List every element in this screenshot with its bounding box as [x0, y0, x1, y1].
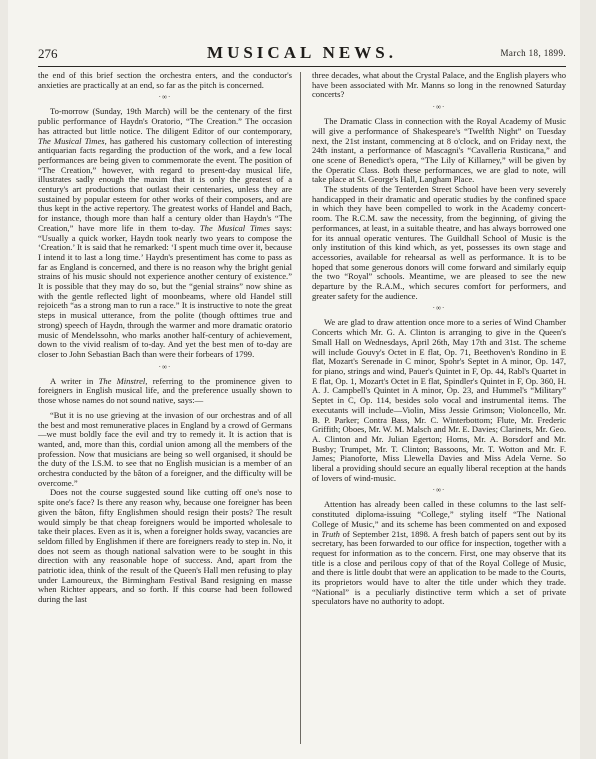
article-paragraph: the end of this brief section the orchestra enters, and the conductor's anxieties are practically at an end, so far as the pitch is concerned.: [38, 70, 292, 90]
quoted-passage: “But it is no use grieving at the invasion of our orchestras and of all the best and most remunerative places in England by a crowd of Germans—we must boldly face the evil and try to remedy it. It is action that is wanted, and, more than this, cordial union among all the members of the profession. Now that musicians are being so well organised, it should be the duty of the I.S.M. to see that no English musician is a member of an orchestra conducted by the bâton of a foreigner, and the difficulty will be overcome.”: [38, 409, 292, 488]
publication-title: MUSICAL NEWS.: [207, 43, 397, 62]
header-rule: [38, 66, 566, 67]
article-paragraph: The Dramatic Class in connection with the Royal Academy of Music will give a performance of Shakespeare's “Twelfth Night” on Tuesday next, the 21st instant, commencing at 8 o'clock, and on Friday next, the 24th instant, a performance of Mascagni's “Cavalleria Rusticana,” and one scene of Benedict's opera, “The Lily of Killarney,” will be given by the Operatic Class. Both these performances, we are glad to note, will take place at St. George's Hall, Langham Place.: [312, 116, 566, 185]
section-ornament: ·∞·: [158, 362, 172, 371]
issue-date: March 18, 1899.: [500, 48, 566, 58]
article-paragraph: The students of the Tenterden Street School have been very severely handicapped in their dramatic and operatic studies by the confined space in which they have been compelled to work in the Academy concert-room. The R.C.M. saw the necessity, from the beginning, of giving the performances, at least, in a suitable theatre, and has always borrowed one for its annual operatic ventures. The Guildhall School of Music is the only institution of this kind which, as yet, possesses its own stage and accessories, available for rehearsal as well as performance. It is to be hoped that some generous donors will come forward and similarly equip the two “Royal” schools. Meantime, we are pleased to see the new departure by the R.A.M., which secures comfort for performers, and greater safety for the audience.: [312, 184, 566, 301]
section-ornament: ·∞·: [158, 93, 172, 102]
article-paragraph: Does not the course suggested sound like cutting off one's nose to spite one's face? Is there any reason why, because one foreigner has been given the bâton, fifty Englishmen should resign their posts? The result would simply be that cheap foreigners would be imported wholesale to take their places. Even as it is, when a foreigner holds sway, vacancies are seldom filled by Englishmen if there are foreigners ready to step in. No, it does not seem as though national salvation were to be sought in this direction with any reasonable hope of success. And, apart from the patriotic idea, think of the result of the Queen's Hall men refusing to play under Lamoureux, the Birmingham Festival Band resigning en masse when Richter appears, and so forth. If this course had been followed during the last: [38, 487, 292, 605]
section-ornament: ·∞·: [432, 486, 446, 495]
running-header: [38, 42, 566, 64]
article-paragraph: Attention has already been called in these columns to the last self-constituted diploma-issuing “College,” styling itself “The National College of Music,” and its scheme has been commented on and exposed in Truth of September 21st, 1898. A fresh batch of papers sent out by its secretary, has been forwarded to our office for inspection, together with a request for information as to the concern. First, one may observe that its title is a close and perilous copy of that of the Royal College of Music, and there is little doubt that were an application to be made to the Courts, its proprietors would have to alter the title under which they trade. “National” is a peculiarly distinctive term which a set of private speculators have no authority to adopt.: [312, 499, 566, 607]
article-paragraph: A writer in The Minstrel, referring to the prominence given to foreigners in English musical life, and the preference usually shown to those whose names do not sound native, says:—: [38, 375, 292, 406]
left-column: [38, 71, 292, 605]
article-paragraph: We are glad to draw attention once more to a series of Wind Chamber Concerts which Mr. G. A. Clinton is arranging to give in the Queen's Small Hall on Wednesdays, April 26th, May 17th and 31st. The scheme will include Gouvy's Octet in E flat, Op. 71, Beethoven's Rondino in E flat, Mozart's Serenade in C minor, Spohr's Septet in A minor, Op. 147, for piano, strings and wind, Pauer's Quintet in F, Op. 44, Rabl's Quartet in E flat, Op. 1, Mozart's Octet in E flat, Spindler's Quintet in F, Op. 360, H. A. J. Campbell's Quintet in A minor, Op. 23, and Hummel's “Military” Septet in C, Op. 114, besides solo vocal and instrumental items. The executants will include—Violin, Miss Jessie Grimson; Violoncello, Mr. B. P. Parker; Contra Bass, Mr. C. Winterbottom; Flute, Mr. Frederic Griffith; Oboes, Mr. W. M. Malsch and Mr. E. Davies; Clarinets, Mr. Geo. A. Clinton and Mr. Julian Egerton; Horns, Mr. A. Borsdorf and Mr. Busby; Trumpet, Mr. T. Clinton; Bassoons, Mr. T. Wotton and Mr. F. James; Pianoforte, Miss Llewella Davies and Miss Adela Verne. So liberal a providing should secure an equally liberal reception at the hands of lovers of wind-music.: [312, 317, 566, 483]
article-paragraph: To-morrow (Sunday, 19th March) will be the centenary of the first public performance of Haydn's Oratorio, “The Creation.” The occasion has attracted but little notice. The diligent Editor of our contemporary, The Musical Times, has gathered his customary collection of interesting antiquarian facts regarding the production of the work, and a few local performances are being given to commemorate the event. The position of “The Creation,” however, with regard to present-day musical life, illustrates sadly enough the maxim that it is only the greatest of a century's art productions that outlast their centenaries, unless they are sustained by popular esteem for other works of their composers, and are thus kept in the active repertory. The greatest works of Handel and Bach, for instance, though more than half a century older than Haydn's “The Creation,” have more life in them to-day. The Musical Times says: “Usually a quick worker, Haydn took nearly two years to compose the ‘Creation.’ It is said that he remarked: ‘I spent much time over it, because I intend it to last a long time.’ Haydn's presentiment has come to pass as far as England is concerned, and there is no reason why the bright genial strains of his music should not experience another century of existence.” It is possible that they may do so, but the “genial strains” now shine as with the gentle reflected light of moonbeams, where old Handel still rejoiceth “as a strong man to run a race.” It is instructive to note the great steps in musical utterance, from the polite (though ofttimes true and strong) speech of Haydn, through the warmer and more dramatic oratorio music of Mendelssohn, who marks another half-century of achievement, down to the vivid realism of to-day. And yet the best men of to-day are closer to John Sebastian Bach than were their forbears of 1799.: [38, 106, 293, 359]
right-column: [312, 71, 566, 607]
section-ornament: ·∞·: [432, 103, 446, 112]
page-number: 276: [38, 46, 58, 61]
article-paragraph: three decades, what about the Crystal Palace, and the English players who have been associated with Mr. Manns so long in the renowned Saturday concerts?: [312, 70, 566, 100]
column-divider: [300, 72, 301, 744]
newspaper-page: [8, 0, 580, 759]
section-ornament: ·∞·: [432, 304, 446, 313]
